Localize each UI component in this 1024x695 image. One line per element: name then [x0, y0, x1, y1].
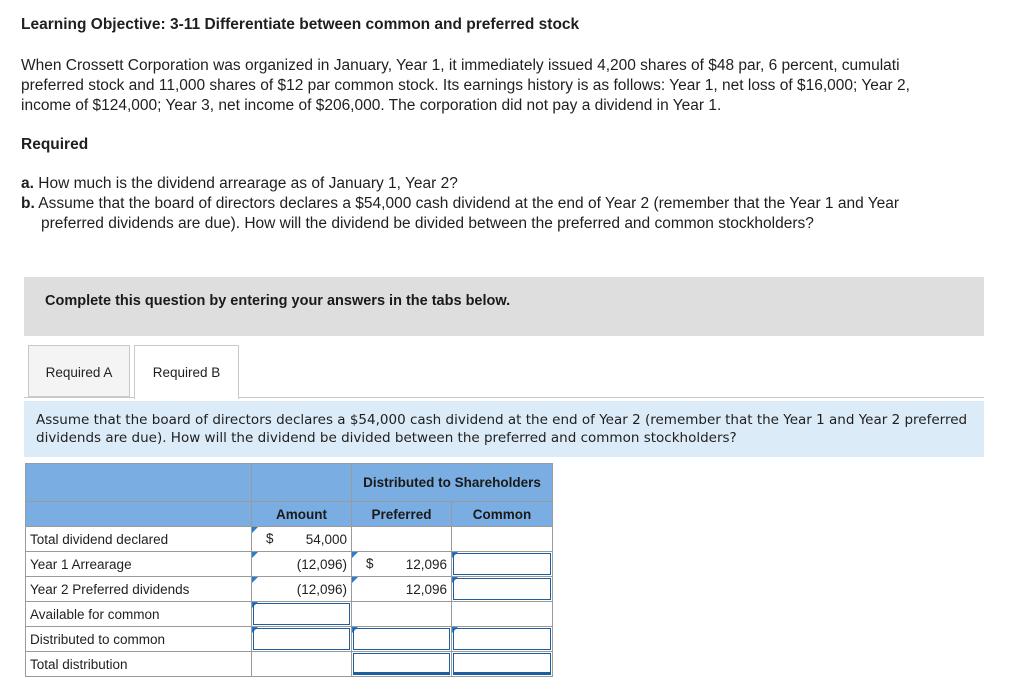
- amount-input[interactable]: [252, 602, 352, 627]
- question-a: [21, 174, 1024, 194]
- table-row: [26, 577, 553, 602]
- intro-line: preferred stock and 11,000 shares of $12 par common stock. Its earnings history is as follows: Year 1, net loss of $16,000; Year 2,: [21, 77, 910, 94]
- table-header-row: [26, 502, 553, 527]
- header-blank: [252, 464, 352, 502]
- header-blank: [26, 502, 252, 527]
- tab-required-a[interactable]: [28, 345, 130, 397]
- amount-value: (12,096): [296, 556, 347, 572]
- common-input[interactable]: [452, 552, 553, 577]
- instructions-banner: [24, 277, 984, 336]
- required-heading: Required: [21, 136, 89, 153]
- row-label: Available for common: [26, 602, 252, 627]
- header-preferred: Preferred: [352, 502, 452, 527]
- table-row: [26, 602, 553, 627]
- question-b-continued: preferred dividends are due). How will the dividend be divided between the preferred and common stockholders?: [41, 215, 814, 232]
- input-box: [353, 628, 450, 650]
- question-a-text: How much is the dividend arrearage as of January 1, Year 2?: [38, 175, 458, 192]
- preferred-value: 12,096: [405, 581, 447, 597]
- amount-input[interactable]: [252, 627, 352, 652]
- preferred-input[interactable]: [352, 552, 452, 577]
- table-row: [26, 527, 553, 552]
- dividend-distribution-table: [25, 463, 553, 677]
- question-a-label: a.: [21, 175, 34, 192]
- table-row: [26, 552, 553, 577]
- table-header-group-row: [26, 464, 553, 502]
- amount-input[interactable]: [252, 527, 352, 552]
- row-label: Total distribution: [26, 652, 252, 677]
- row-label: Year 1 Arrearage: [26, 552, 252, 577]
- table-row: [26, 652, 553, 677]
- input-box: [353, 653, 450, 675]
- input-box: [453, 628, 551, 650]
- row-label: Year 2 Preferred dividends: [26, 577, 252, 602]
- tab-label: Required B: [152, 365, 221, 380]
- row-label: Total dividend declared: [26, 527, 252, 552]
- input-box: [253, 628, 350, 650]
- common-input[interactable]: [452, 577, 553, 602]
- common-cell: [452, 527, 553, 552]
- preferred-input[interactable]: [352, 577, 452, 602]
- tab-label: Required A: [45, 365, 113, 380]
- input-box: [253, 603, 350, 625]
- header-common: Common: [452, 502, 553, 527]
- preferred-cell: [352, 527, 452, 552]
- header-distributed-to-shareholders: Distributed to Shareholders: [352, 464, 553, 502]
- header-blank: [26, 464, 252, 502]
- currency-symbol: $: [366, 556, 374, 571]
- common-input[interactable]: [452, 627, 553, 652]
- amount-input[interactable]: [252, 577, 352, 602]
- banner-text: Complete this question by entering your answers in the tabs below.: [45, 293, 511, 309]
- intro-line: When Crossett Corporation was organized in January, Year 1, it immediately issued 4,200 shares of $48 par, 6 percent, cumulati: [21, 57, 900, 74]
- amount-cell: [252, 652, 352, 677]
- tab-divider: [24, 397, 134, 398]
- row-label: Distributed to common: [26, 627, 252, 652]
- intro-line: income of $124,000; Year 3, net income of $206,000. The corporation did not pay a dividend in Year 1.: [21, 97, 722, 114]
- question-b-text: Assume that the board of directors declares a $54,000 cash dividend at the end of Year 2 (remember that the Year 1 and Year: [38, 195, 900, 212]
- common-input[interactable]: [452, 652, 553, 677]
- question-b-label: b.: [21, 195, 35, 212]
- table-row: [26, 627, 553, 652]
- tab-required-b[interactable]: [134, 345, 239, 399]
- instructions-text: Assume that the board of directors declares a $54,000 cash dividend at the end of Year 2 (remember that the Year 1 and Year 2 preferred dividends are due). How will the dividend be divided between the preferred and common stockholders?: [36, 412, 968, 446]
- preferred-input[interactable]: [352, 652, 452, 677]
- tab-divider: [239, 397, 984, 398]
- question-b: [21, 194, 1024, 214]
- currency-symbol: $: [266, 531, 274, 546]
- input-box: [453, 553, 551, 575]
- amount-value: (12,096): [296, 581, 347, 597]
- preferred-value: 12,096: [405, 556, 447, 572]
- preferred-input[interactable]: [352, 627, 452, 652]
- common-cell: [452, 602, 553, 627]
- input-box: [453, 653, 551, 675]
- amount-input[interactable]: [252, 552, 352, 577]
- learning-objective-title: Learning Objective: 3-11 Differentiate between common and preferred stock: [21, 16, 580, 33]
- question-instructions: [24, 401, 984, 457]
- input-box: [453, 578, 551, 600]
- header-amount: Amount: [252, 502, 352, 527]
- preferred-cell: [352, 602, 452, 627]
- amount-value: 54,000: [305, 531, 347, 547]
- problem-intro: [21, 56, 1024, 116]
